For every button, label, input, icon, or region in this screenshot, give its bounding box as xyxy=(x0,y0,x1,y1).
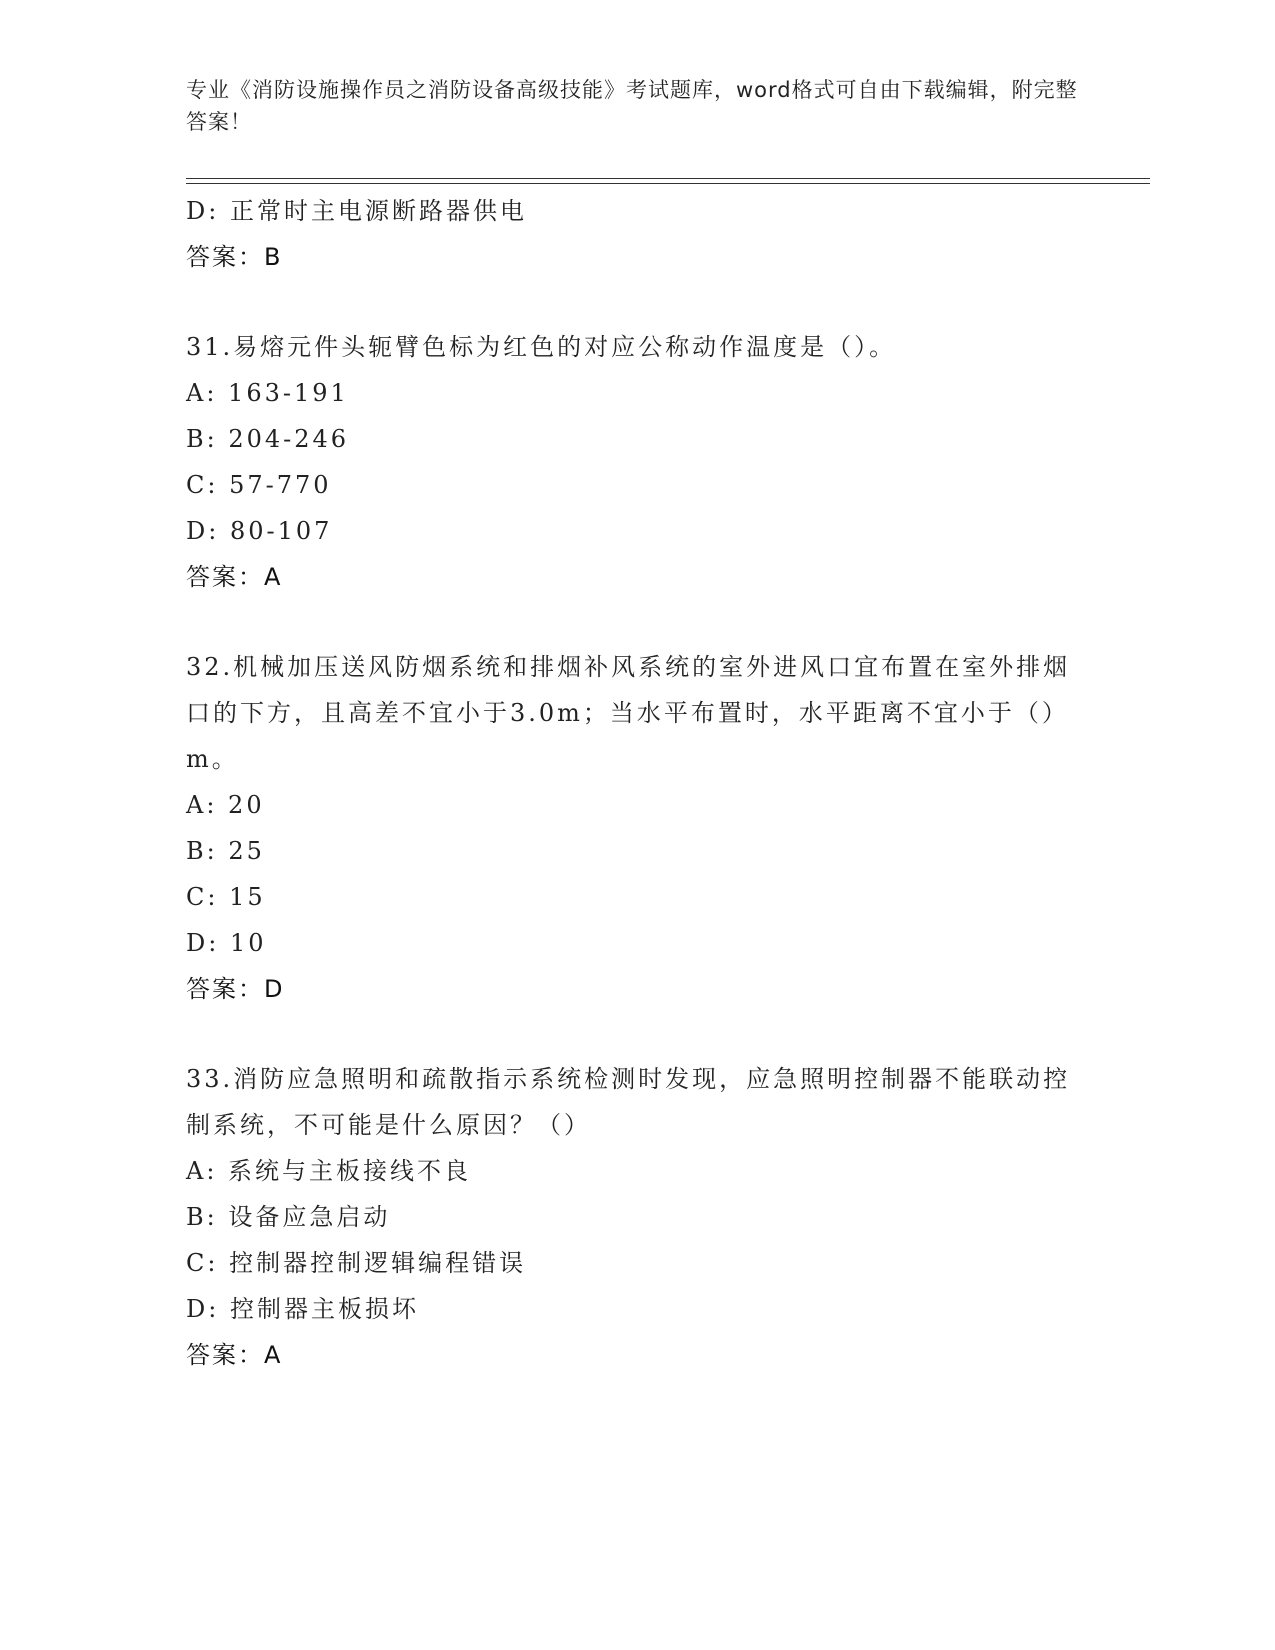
option-d: D: 80-107 xyxy=(186,517,333,545)
option-c: C: 15 xyxy=(186,883,266,911)
option-a: A: 20 xyxy=(186,791,265,819)
answer-line: 答案：A xyxy=(186,563,283,591)
answer-line: 答案：B xyxy=(186,243,283,271)
header-divider-top xyxy=(186,178,1150,179)
option-b: B: 25 xyxy=(186,837,265,865)
answer-line: 答案：D xyxy=(186,975,285,1003)
question-stem: 31.易熔元件头轭臂色标为红色的对应公称动作温度是（）。 xyxy=(186,333,897,361)
answer-line: 答案：A xyxy=(186,1341,283,1369)
option-a: A: 系统与主板接线不良 xyxy=(186,1157,472,1185)
header-divider-bottom xyxy=(186,183,1150,184)
option-c: C: 57-770 xyxy=(186,471,332,499)
question-31 xyxy=(186,324,1086,600)
option-b: B: 204-246 xyxy=(186,425,350,453)
option-a: A: 163-191 xyxy=(186,379,349,407)
option-d: D: 正常时主电源断路器供电 xyxy=(186,197,527,225)
question-32 xyxy=(186,644,1086,1012)
question-stem: 32.机械加压送风防烟系统和排烟补风系统的室外进风口宜布置在室外排烟口的下方，且高差不宜小于3.0m；当水平布置时，水平距离不宜小于（）m。 xyxy=(186,653,1071,773)
question-stem: 33.消防应急照明和疏散指示系统检测时发现，应急照明控制器不能联动控制系统，不可能是什么原因？（） xyxy=(186,1065,1071,1139)
option-d: D: 10 xyxy=(186,929,267,957)
question-33 xyxy=(186,1056,1086,1378)
option-d: D: 控制器主板损坏 xyxy=(186,1295,419,1323)
question-list xyxy=(186,188,1086,1378)
option-b: B: 设备应急启动 xyxy=(186,1203,391,1231)
option-c: C: 控制器控制逻辑编程错误 xyxy=(186,1249,527,1277)
document-header: 专业《消防设施操作员之消防设备高级技能》考试题库，word格式可自由下载编辑，附完整答案！ xyxy=(186,78,1078,134)
